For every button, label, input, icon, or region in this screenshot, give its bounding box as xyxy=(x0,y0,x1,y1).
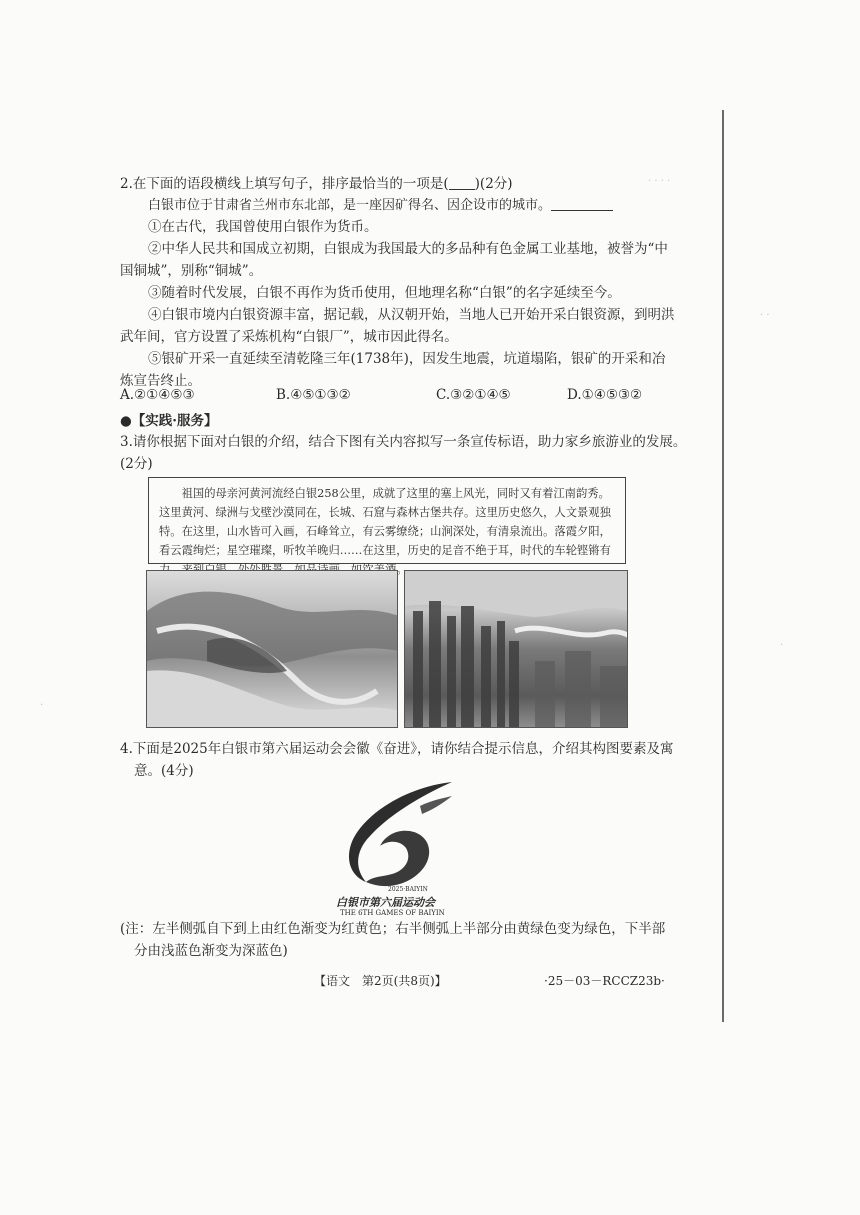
page-fold-line xyxy=(722,110,724,1022)
fill-blank-line[interactable] xyxy=(551,196,613,211)
q4-note-line1: (注：左半侧弧自下到上由红色渐变为红黄色；右半侧弧上半部分由黄绿色变为绿色，下半部 xyxy=(120,921,666,937)
scan-noise: · xyxy=(780,640,784,651)
q2-sentence-5a: ⑤银矿开采一直延续至清乾隆三年(1738年)，因发生地震，坑道塌陷，银矿的开采和冶 xyxy=(148,351,666,367)
games-logo xyxy=(336,776,466,926)
landscape-photo-river xyxy=(146,570,398,728)
q2-sentence-4b: 武年间，官方设置了采炼机构“白银厂”，城市因此得名。 xyxy=(120,329,458,345)
option-c[interactable]: C.③②①④⑤ xyxy=(436,387,511,403)
q2-sentence-2b: 国铜城”，别称“铜城”。 xyxy=(120,263,263,279)
landscape-photo-stone-forest xyxy=(404,570,628,728)
q2-sentence-4a: ④白银市境内白银资源丰富，据记载，从汉朝开始，当地人已开始开采白银资源，到明洪 xyxy=(148,307,675,323)
scan-noise: · · · · xyxy=(648,176,671,187)
q2-sentence-2a: ②中华人民共和国成立初期，白银成为我国最大的多品种有色金属工业基地，被誉为“中 xyxy=(148,241,668,257)
scan-noise: · · xyxy=(760,310,770,321)
option-a[interactable]: A.②①④⑤③ xyxy=(120,387,195,403)
q2-stem xyxy=(120,173,513,195)
q2-score: )(2分) xyxy=(474,176,513,192)
q3-passage-text: 祖国的母亲河黄河流经白银258公里，成就了这里的塞上风光，同时又有着江南韵秀。这里黄河、绿洲与戈壁沙漠同在，长城、石窟与森林古堡共存。这里历史悠久，人文景观独特。在这里，山水皆可入画，石峰耸立，有云雾缭绕；山涧深处，有清泉流出。落霞夕阳，看云霞绚烂；星空璀璨，听牧羊晚归……在这里，历史的足音不绝于耳，时代的车轮铿锵有 。 xyxy=(159,487,611,576)
q2-sentence-3: ③随着时代发展，白银不再作为货币使用，但地理名称“白银”的名字延续至今。 xyxy=(148,285,621,301)
scan-noise: · xyxy=(40,700,44,711)
q2-intro xyxy=(148,195,613,217)
q2-sentence-5b: 炼宣告终止。 xyxy=(120,373,201,389)
logo-english-title: THE 6TH GAMES OF BAIYIN xyxy=(340,909,445,917)
river-canyon-illustration xyxy=(147,571,398,728)
q4-stem-line1: 4.下面是2025年白银市第六届运动会会徽《奋进》，请你结合提示信息，介绍其构图要素及寓 xyxy=(120,741,674,757)
q2-stem-text: 2.在下面的语段横线上填写句子，排序最恰当的一项是( xyxy=(120,176,449,192)
page-number: 【语文 第2页(共8页)】 xyxy=(314,974,447,988)
q3-score: (2分) xyxy=(120,456,153,472)
logo-chinese-title: 白银市第六届运动会 xyxy=(336,896,435,909)
q2-intro-text: 白银市位于甘肃省兰州市东北部，是一座因矿得名、因企设市的城市。 xyxy=(148,198,552,213)
section-heading: ●【实践·服务】 xyxy=(120,413,218,429)
option-b[interactable]: B.④⑤①③② xyxy=(276,387,351,403)
answer-blank[interactable] xyxy=(449,175,475,190)
q4-stem-line2: 意。(4分) xyxy=(134,763,194,779)
q4-note-line2: 分由浅蓝色渐变为深蓝色) xyxy=(134,943,288,959)
logo-year: 2025·BAIYIN xyxy=(388,886,428,893)
exam-code: ·25－03－RCCZ23b· xyxy=(544,974,665,988)
q2-sentence-1: ①在古代，我国曾使用白银作为货币。 xyxy=(148,219,378,235)
stone-forest-illustration xyxy=(405,571,628,728)
option-d[interactable]: D.①④⑤③② xyxy=(567,387,643,403)
logo-emblem-icon xyxy=(336,776,466,894)
q3-stem: 3.请你根据下面对白银的介绍，结合下图有关内容拟写一条宣传标语，助力家乡旅游业的发展。 xyxy=(120,434,687,450)
q3-passage-box xyxy=(148,477,626,576)
